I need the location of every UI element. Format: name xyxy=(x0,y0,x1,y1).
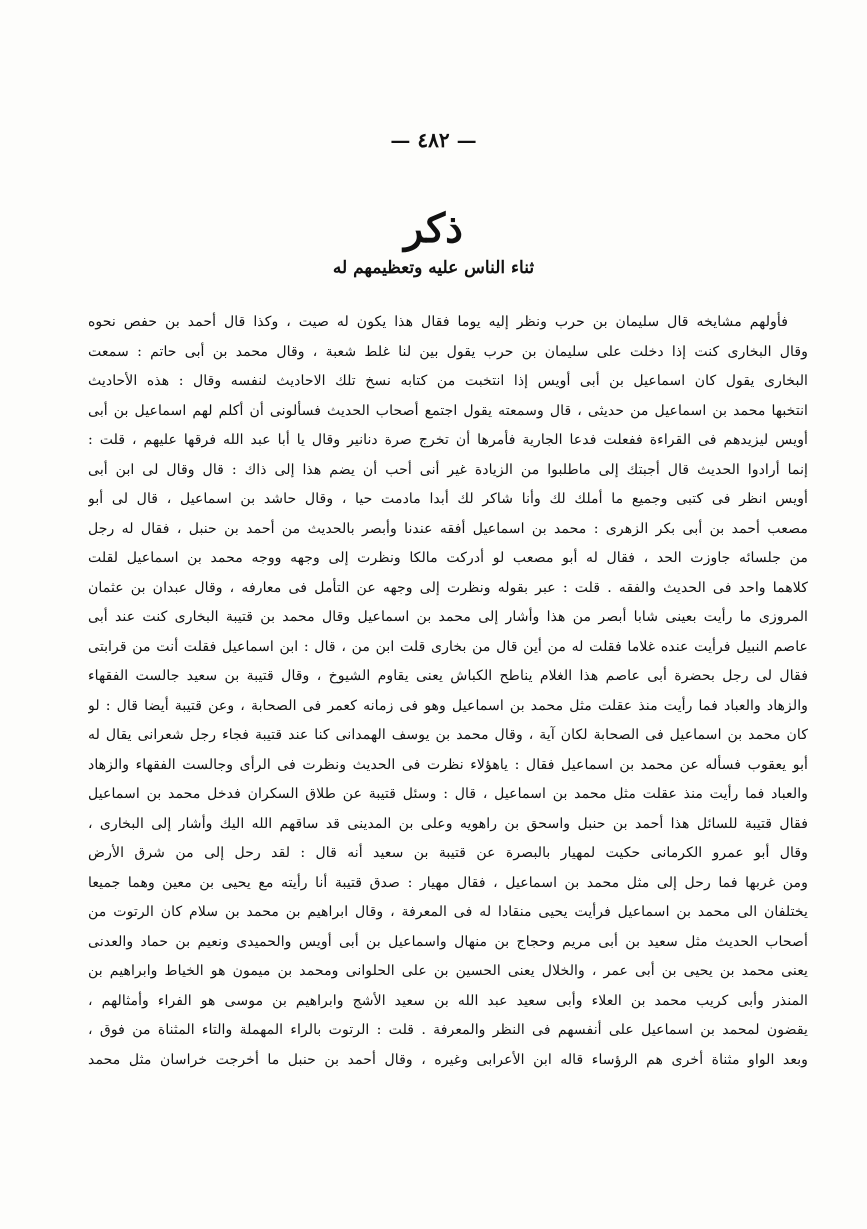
text-line: أويس انظر فى كتبى وجميع ما أملك لك وأنا شاكر لك أبدا مادمت حيا ، وقال حاشد بن اسماعيل ، قال لى أبو xyxy=(88,491,808,507)
text-line: عاصم النبيل فرأيت عنده غلاما فقلت له من أين قال من بخارى قلت ابن من ، قال : ابن اسماعيل فقلت أنت من قرابتى xyxy=(88,638,808,655)
text-line: فقال قتيبة للسائل هذا أحمد بن حنبل واسحق بن راهويه وعلى بن المدينى قد ساقهم الله اليك وأشار إلى البخارى ، xyxy=(88,815,808,832)
text-line: أبو يعقوب فسأله عن محمد بن اسماعيل فقال : ياهؤلاء نظرت فى الحديث ونظرت فى الرأى وجالست الفقهاء والزهاد xyxy=(88,756,808,773)
text-line: يقضون لمحمد بن اسماعيل على أنفسهم فى النظر والمعرفة . قلت : الرتوت بالراء المهملة والتاء المثناة من فوق ، xyxy=(88,1022,808,1038)
text-line: يعنى محمد بن يحيى بن أبى عمر ، والخلال يعنى الحسين بن على الحلوانى ومحمد بن ميمون هو الخياط وابراهيم بن xyxy=(88,963,808,979)
text-line: انتخبها محمد بن اسماعيل من حديثى ، قال وسمعته يقول اجتمع أصحاب الحديث فسألونى أن أكلم لهم اسماعيل بن أبى xyxy=(88,402,808,419)
text-line: أويس ليزيدهم فى القراءة ففعلت فدعا الجارية فأمرها أن تخرج صرة دنانير وقال يا أبا عبد الله فرقها عليهم ، قلت : xyxy=(88,432,808,448)
text-line: والعباد فما رأيت منذ عقلت مثل محمد بن اسماعيل ، قال : وسئل قتيبة عن طلاق السكران فدخل محمد بن اسماعيل xyxy=(88,786,808,802)
text-line: أصحاب الحديث مثل سعيد بن أبى مريم وحجاج بن منهال واسماعيل بن أبى أويس والحميدى ونعيم بن حماد والعدنى xyxy=(88,933,808,950)
text-line: البخارى يقول كان اسماعيل بن أبى أويس إذا انتخبت من كتابه نسخ تلك الاحاديث لنفسه وقال : هذه الأحاديث xyxy=(88,373,808,389)
section-title: ذكر xyxy=(404,205,463,252)
text-line: فقال لى رجل بحضرة أبى عاصم هذا الغلام يناطح الكباش يعنى يقاوم الشيوخ ، وقال قتيبة بن سعيد جالست الفقهاء xyxy=(88,668,808,684)
text-line: يختلفان الى محمد بن اسماعيل فرأيت يحيى منقادا له فى المعرفة ، وقال ابراهيم بن محمد بن سلام كان الرتوت من xyxy=(88,904,808,920)
text-line: وبعد الواو مثناة أخرى هم الرؤساء قاله ابن الأعرابى وغيره ، وقال أحمد بن حنبل ما أخرجت خراسان مثل محمد xyxy=(88,1051,808,1068)
body-text xyxy=(88,308,808,1075)
text-line: ومن غربها فما رحل إلى مثل محمد بن اسماعيل ، فقال مهيار : صدق قتيبة أنا رأيته مع يحيى بن معين وهما جميعا xyxy=(88,874,808,891)
section-subtitle: ثناء الناس عليه وتعظيمهم له xyxy=(332,258,535,278)
text-line: والزهاد والعباد فما رأيت منذ عقلت مثل محمد بن اسماعيل وهو فى زمانه كعمر فى الصحابة ، وعن قتيبة أيضا قال : لو xyxy=(88,697,808,714)
text-line: المروزى ما رأيت بعينى شابا أبصر من هذا وأشار إلى محمد بن اسماعيل وقال محمد بن قتيبة البخارى كنت عند أبى xyxy=(88,609,808,625)
text-line: فأولهم مشايخه قال سليمان بن حرب ونظر إليه يوما فقال هذا يكون له صيت ، وكذا قال أحمد بن حفص نحوه xyxy=(88,314,788,330)
text-line: وقال أبو عمرو الكرمانى حكيت لمهيار بالبصرة عن قتيبة بن سعيد أنه قال : لقد رحل إلى من شرق الأرض xyxy=(88,845,808,861)
text-line: كلاهما واحد فى الحديث والفقه . قلت : عبر بقوله ونظرت إلى وجهه عن التأمل فى معارفه ، وقال عبدان بن عثمان xyxy=(88,579,808,596)
text-line: إنما أرادوا الحديث قال أجبتك إلى ماطلبوا من الزيادة غير أنى أحب أن يضم هذا إلى ذاك : قال وقال لى ابن أبى xyxy=(88,461,808,478)
text-line: وقال البخارى كنت إذا دخلت على سليمان بن حرب يقول بين لنا غلط شعبة ، وقال محمد بن أبى حاتم : سمعت xyxy=(88,343,808,360)
text-line: كان محمد بن اسماعيل فى الصحابة لكان آية ، وقال محمد بن يوسف الهمدانى كنا عند قتيبة فجاء رجل شعرانى يقال له xyxy=(88,727,808,743)
page-number: — ٤٨٢ — xyxy=(390,128,477,152)
text-line: من جلسائه جاوزت الحد ، فقال له أبو مصعب لو أدركت مالكا ونظرت إلى وجهه ووجه محمد بن اسماعيل لقلت xyxy=(88,550,808,566)
text-line: المنذر وأبى كريب محمد بن العلاء وأبى سعيد عبد الله بن سعيد الأشج وابراهيم بن موسى هو الفراء وأمثالهم ، xyxy=(88,992,808,1009)
text-line: مصعب أحمد بن أبى بكر الزهرى : محمد بن اسماعيل أفقه عندنا وأبصر بالحديث من أحمد بن حنبل ، فقال له رجل xyxy=(88,520,808,537)
